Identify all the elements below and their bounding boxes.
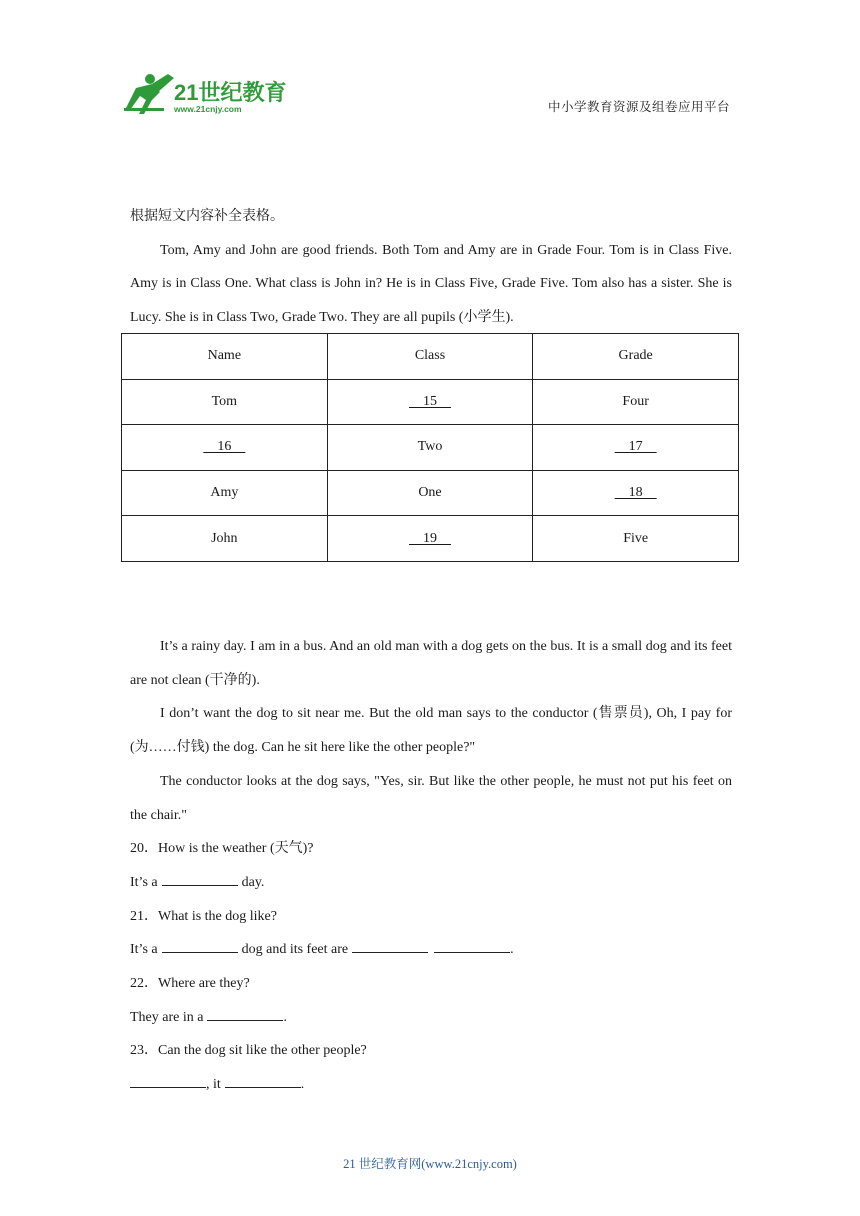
cell-john-grade: Five — [533, 516, 739, 562]
answer-blank[interactable] — [434, 940, 510, 953]
cell-tom-grade: Four — [533, 379, 739, 425]
cell-amy-class: One — [327, 470, 533, 516]
answer-text: They are in a — [130, 1009, 204, 1025]
header-class: Class — [327, 334, 533, 380]
answer-blank[interactable] — [130, 1075, 206, 1088]
cell-john-name: John — [122, 516, 328, 562]
blank-18 — [533, 470, 739, 516]
footer-text: 21 世纪教育网(www.21cnjy.com) — [343, 1157, 517, 1171]
question-20: 20．How is the weather (天气)? — [130, 841, 314, 857]
answer-text: . — [283, 1009, 287, 1025]
passage-2-p2: I don’t want the dog to sit near me. But the old man says to the conductor (售票员), Oh, I pay for (为……付钱) the dog. Can he sit here like the other people?" — [130, 706, 732, 756]
cell-tom-name: Tom — [122, 379, 328, 425]
blank-label: 17 — [614, 439, 657, 455]
answer-blank[interactable] — [352, 940, 428, 953]
passage-2-p3: The conductor looks at the dog says, "Yes, sir. But like the other people, he must not put his feet on the chair." — [130, 773, 732, 823]
header-name: Name — [122, 334, 328, 380]
table-row — [122, 516, 739, 562]
table-row — [122, 425, 739, 471]
info-table — [121, 333, 739, 562]
question-22: 22．Where are they? — [130, 976, 250, 992]
blank-16 — [122, 425, 328, 471]
site-logo — [122, 70, 292, 116]
answer-blank[interactable] — [207, 1008, 283, 1021]
answer-text: dog and its feet are — [241, 942, 349, 958]
cell-class-two: Two — [327, 425, 533, 471]
passage-2-p1: It’s a rainy day. I am in a bus. And an old man with a dog gets on the bus. It is a small dog and its feet are not clean (干净的). — [130, 639, 732, 688]
table-row — [122, 379, 739, 425]
blank-15 — [327, 379, 533, 425]
answer-21 — [130, 933, 732, 967]
answer-blank[interactable] — [162, 940, 238, 953]
answer-text: It’s a — [130, 874, 158, 890]
blank-17 — [533, 425, 739, 471]
answer-text: , it — [206, 1077, 221, 1093]
passage-1 — [130, 200, 732, 335]
answer-text: It’s a — [130, 942, 158, 958]
logo-text: 21世纪教育 — [174, 80, 287, 105]
blank-label: 16 — [203, 439, 246, 455]
table-header-row — [122, 334, 739, 380]
answer-23 — [130, 1068, 732, 1102]
answer-blank[interactable] — [162, 873, 238, 886]
answer-text: . — [510, 942, 514, 958]
answer-22 — [130, 1001, 732, 1035]
answer-text: . — [300, 1077, 305, 1093]
header-grade: Grade — [533, 334, 739, 380]
answer-20 — [130, 866, 732, 900]
platform-name: 中小学教育资源及组卷应用平台 — [547, 100, 730, 114]
blank-label: 15 — [408, 393, 451, 409]
passage-2 — [130, 630, 732, 1102]
question-23: 23．Can the dog sit like the other people? — [130, 1043, 367, 1059]
answer-text: day. — [241, 874, 265, 890]
passage-1-text: Tom, Amy and John are good friends. Both Tom and Amy are in Grade Four. Tom is in Class Five. Amy is in Class One. What class is John in? He is in Class Five, Grade Five. Tom also has a sister. She is Lucy. She is in Class Two, Grade Two. They are all pupils (小学生). — [130, 242, 732, 326]
answer-blank[interactable] — [225, 1075, 301, 1088]
blank-label: 19 — [408, 530, 451, 546]
question-21: 21．What is the dog like? — [130, 908, 277, 924]
logo-url: www.21cnjy.com — [174, 104, 242, 114]
cell-amy-name: Amy — [122, 470, 328, 516]
instruction: 根据短文内容补全表格。 — [130, 209, 284, 224]
blank-19 — [327, 516, 533, 562]
table-row — [122, 470, 739, 516]
blank-label: 18 — [614, 485, 657, 501]
